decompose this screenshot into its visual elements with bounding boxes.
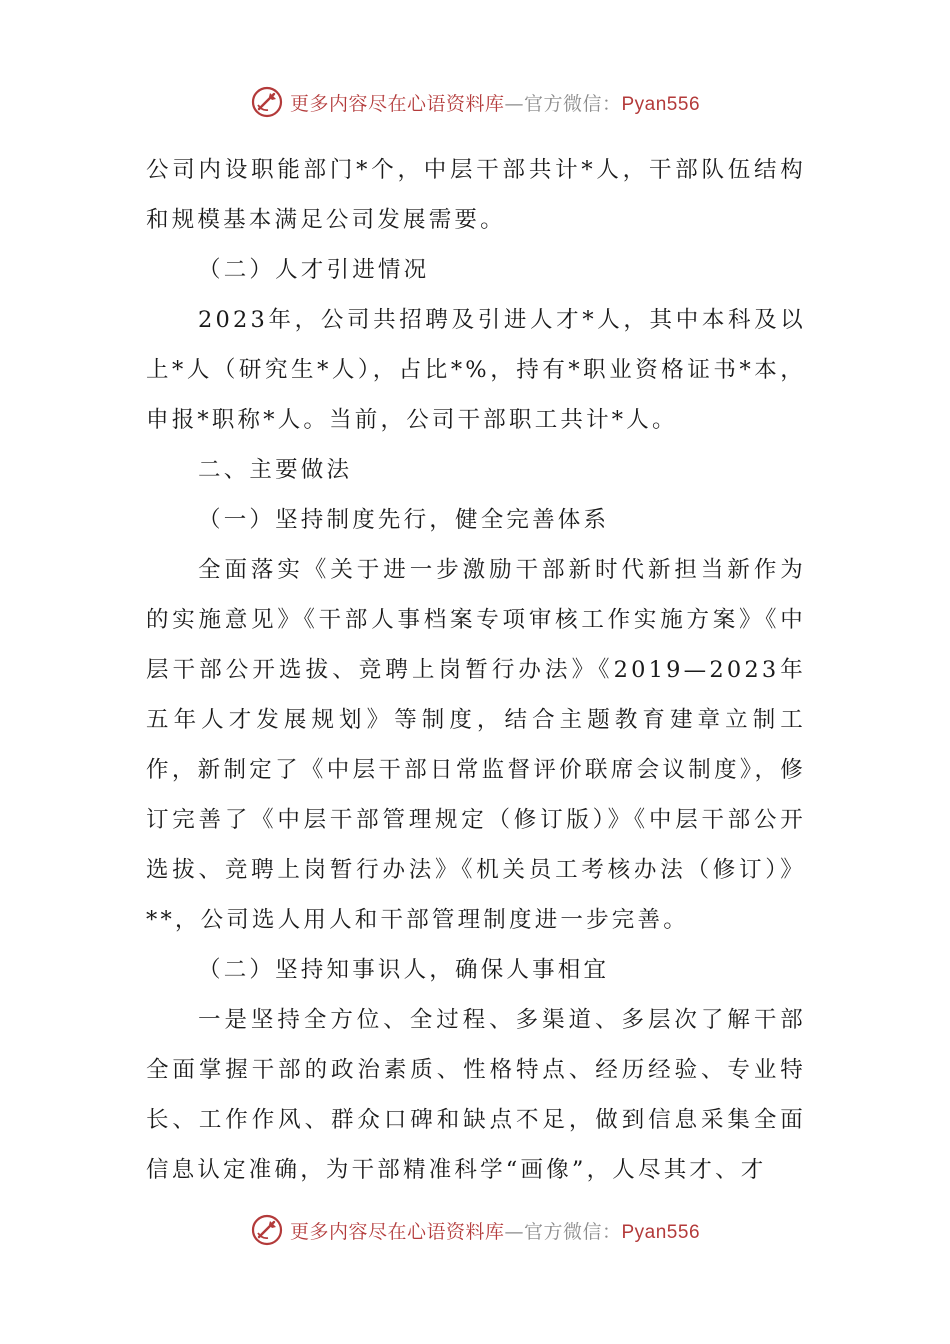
banner-wechat-id: Pyan556 (621, 1221, 701, 1243)
paragraph-talent-stats: 2023年，公司共招聘及引进人才*人，其中本科及以上*人（研究生*人），占比*%，持有*职业资格证书*本，申报*职称*人。当前，公司干部职工共计*人。 (146, 307, 806, 433)
heading-system-first: （一）坚持制度先行，健全完善体系 (198, 507, 610, 533)
banner-text (290, 1217, 700, 1244)
heading-main-practices: 二、主要做法 (198, 457, 353, 483)
banner-dash: — (504, 92, 524, 115)
document-body (146, 145, 806, 1195)
paragraph-dept-summary: 公司内设职能部门*个，中层干部共计*人，干部队伍结构和规模基本满足公司发展需要。 (146, 157, 806, 233)
banner-main-text: 更多内容尽在心语资料库 (289, 92, 505, 115)
banner-main-text: 更多内容尽在心语资料库 (289, 1220, 505, 1243)
banner-text (290, 89, 700, 116)
heading-know-people: （二）坚持知事识人，确保人事相宜 (198, 957, 610, 983)
paragraph-system-details: 全面落实《关于进一步激励干部新时代新担当新作为的实施意见》《干部人事档案专项审核工作实施方案》《中层干部公开选拔、竞聘上岗暂行办法》《2019—2023年五年人才发展规划》等制度，结合主题教育建章立制工作，新制定了《中层干部日常监督评价联席会议制度》，修订完善了《中层干部管理规定（修订版）》《中层干部公开选拔、竞聘上岗暂行办法》《机关员工考核办法（修订）》**，公司选人用人和干部管理制度进一步完善。 (146, 557, 806, 933)
banner-dash: — (504, 1220, 524, 1243)
header-banner (0, 82, 950, 122)
seal-logo-icon (250, 85, 284, 119)
seal-logo-icon (250, 1213, 284, 1247)
banner-official-label: 官方微信： (523, 1220, 622, 1243)
paragraph-know-people-details: 一是坚持全方位、全过程、多渠道、多层次了解干部全面掌握干部的政治素质、性格特点、经历经验、专业特长、工作作风、群众口碑和缺点不足，做到信息采集全面信息认定准确，为干部精准科学“画像”，人尽其才、才 (146, 1007, 806, 1183)
footer-banner (0, 1210, 950, 1250)
banner-official-label: 官方微信： (523, 92, 622, 115)
banner-wechat-id: Pyan556 (621, 93, 701, 115)
heading-talent-introduction: （二）人才引进情况 (198, 257, 430, 283)
